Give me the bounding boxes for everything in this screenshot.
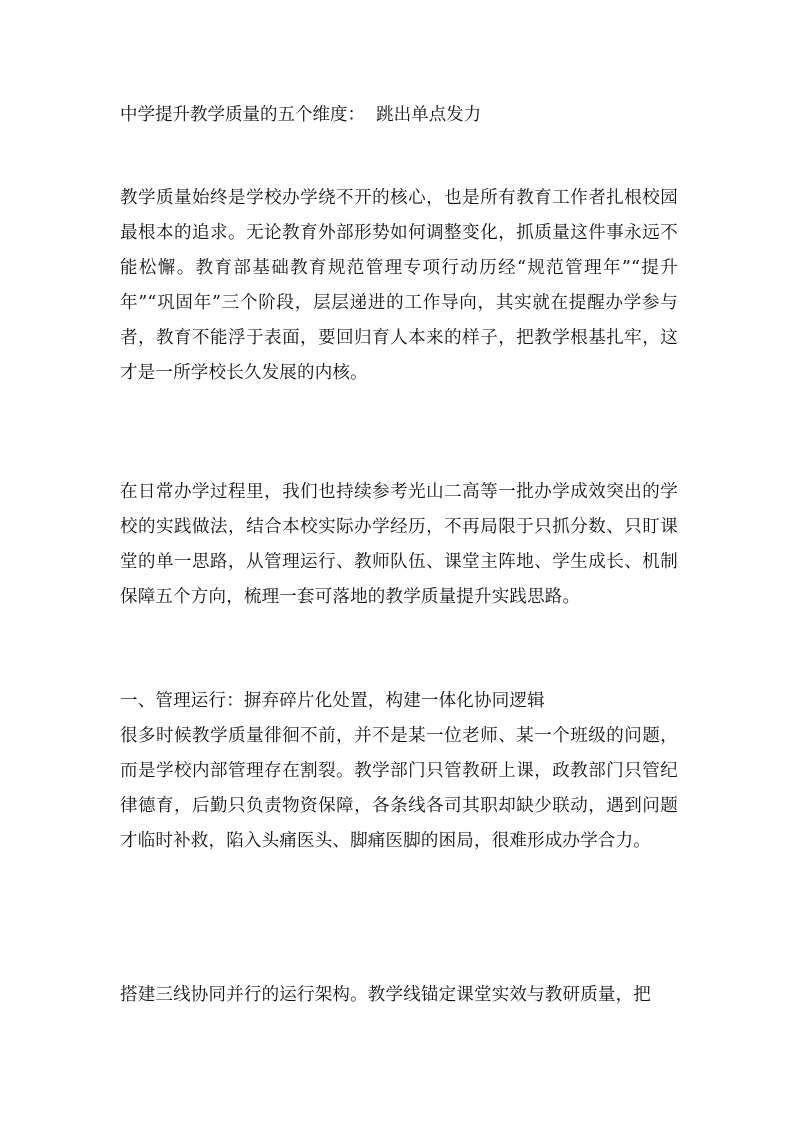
- context-paragraph: 在日常办学过程里，我们也持续参考光山二高等一批办学成效突出的学校的实践做法，结合本校实际办学经历，不再局限于只抓分数、只盯课堂的单一思路，从管理运行、教师队伍、课堂主阵地、学生成长、机制保障五个方向，梳理一套可落地的教学质量提升实践思路。: [120, 482, 678, 607]
- section-body-paragraph: 很多时候教学质量徘徊不前，并不是某一位老师、某一个班级的问题，而是学校内部管理存在割裂。教学部门只管教研上课，政教部门只管纪律德育，后勤只负责物资保障，各条线各司其职却缺少联动，遇到问题才临时补救，陷入头痛医头、脚痛医脚的困局，很难形成办学合力。: [120, 726, 678, 851]
- document-title: 中学提升教学质量的五个维度： 跳出单点发力: [120, 105, 482, 125]
- section-heading: 一、管理运行：摒弃碎片化处置，构建一体化协同逻辑: [120, 691, 545, 711]
- intro-paragraph: 教学质量始终是学校办学绕不开的核心，也是所有教育工作者扎根校园最根本的追求。无论教育外部形势如何调整变化，抓质量这件事永远不能松懈。教育部基础教育规范管理专项行动历经“规范管理年”“提升年”“巩固年”三个阶段，层层递进的工作导向，其实就在提醒办学参与者，教育不能浮于表面，要回归育人本来的样子，把教学根基扎牢，这才是一所学校长久发展的内核。: [120, 188, 678, 383]
- trailing-paragraph: 搭建三线协同并行的运行架构。教学线锚定课堂实效与教研质量，把: [120, 985, 651, 1005]
